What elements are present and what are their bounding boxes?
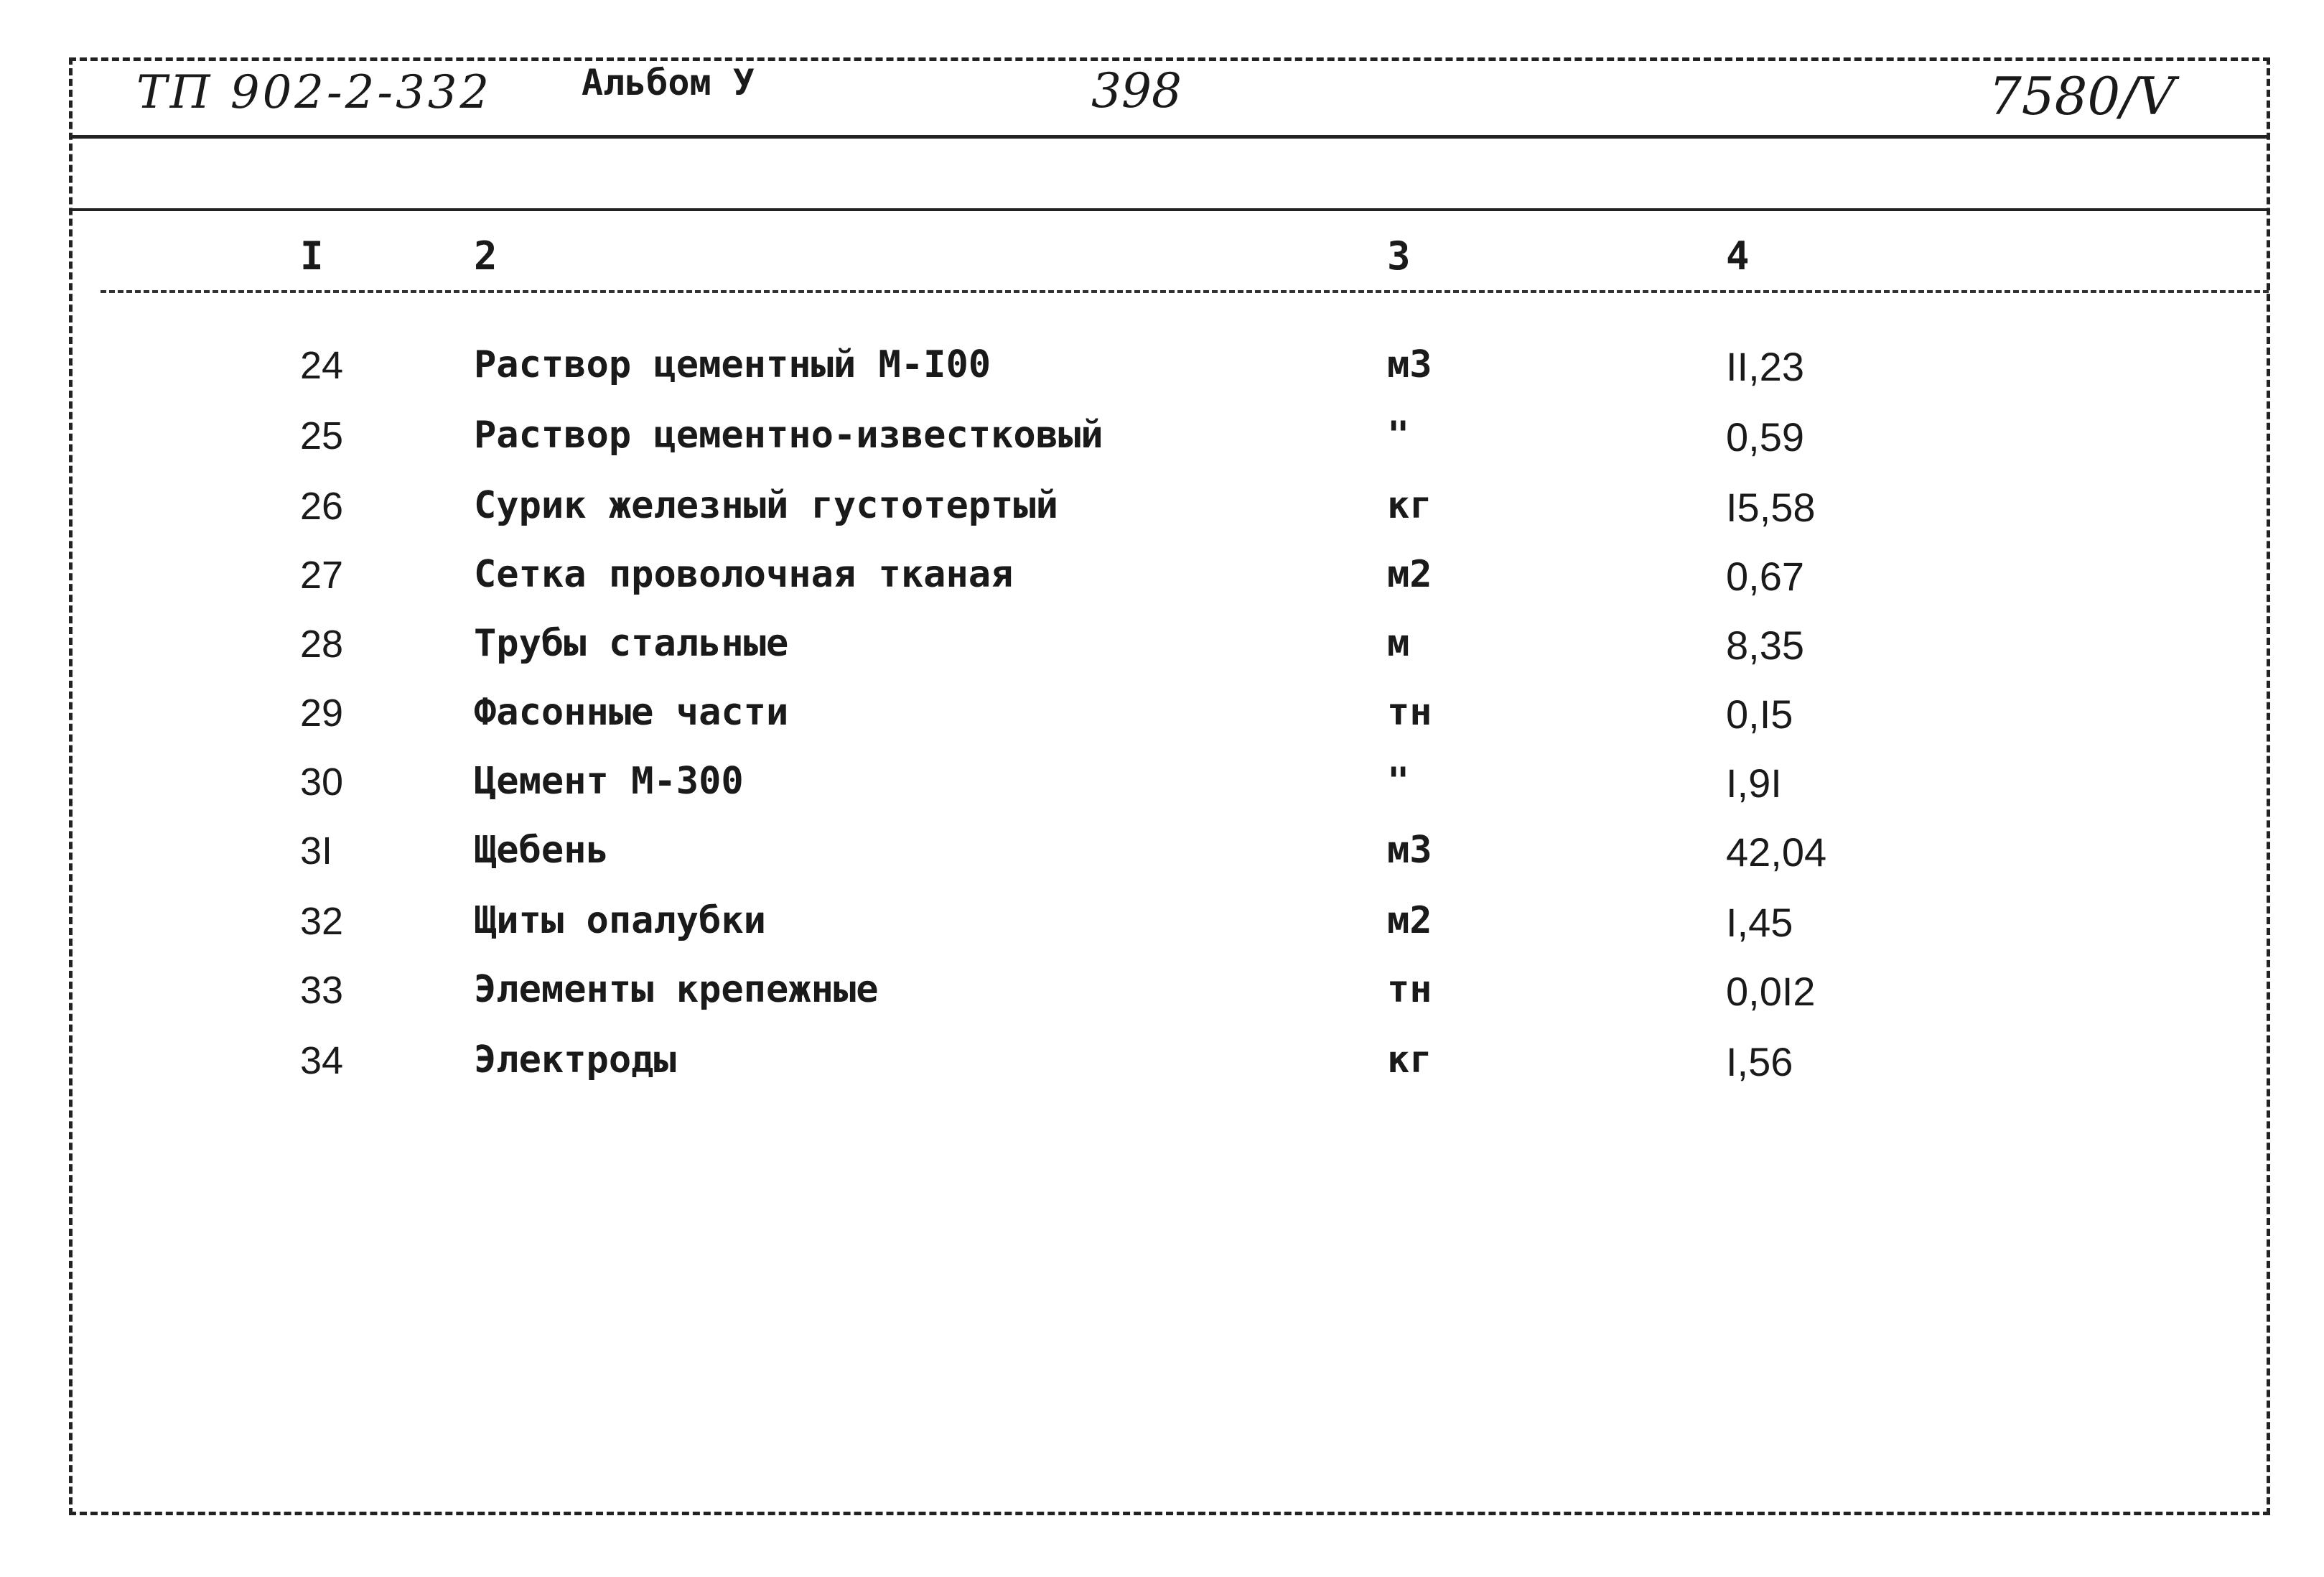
row-number: 33: [300, 969, 344, 1012]
quantity: I,9I: [1726, 760, 1782, 806]
row-number: 24: [300, 344, 344, 387]
quantity: 0,59: [1726, 414, 1804, 460]
table-row: [0, 1038, 2324, 1103]
unit: тн: [1387, 691, 1432, 734]
unit: м2: [1387, 899, 1432, 942]
material-name: Сурик железный густотертый: [474, 484, 1058, 527]
row-number: 26: [300, 485, 344, 528]
column-header-1: I: [300, 233, 324, 279]
material-name: Щиты опалубки: [474, 899, 766, 942]
album-label: Альбом У: [582, 62, 755, 103]
quantity: 0,I5: [1726, 692, 1793, 737]
table-row: [0, 760, 2324, 824]
quantity: 8,35: [1726, 623, 1804, 668]
column-header-divider: [101, 290, 2269, 293]
document-code: ТП 902-2-332: [136, 66, 493, 119]
material-name: Раствор цементный М-I00: [474, 343, 991, 386]
quantity: 0,67: [1726, 554, 1804, 599]
row-number: 27: [300, 554, 344, 597]
column-header-4: 4: [1726, 233, 1750, 279]
row-number: 30: [300, 760, 344, 804]
table-top-divider: [69, 208, 2270, 211]
material-name: Щебень: [474, 829, 609, 872]
table-row: [0, 553, 2324, 618]
material-name: Фасонные части: [474, 691, 789, 734]
unit: ": [1387, 760, 1410, 803]
row-number: 28: [300, 623, 344, 666]
quantity: I,45: [1726, 900, 1793, 945]
material-name: Цемент М-300: [474, 760, 744, 803]
material-name: Раствор цементно-известковый: [474, 414, 1103, 457]
quantity: I,56: [1726, 1039, 1793, 1084]
unit: кг: [1387, 1038, 1432, 1081]
unit: тн: [1387, 968, 1432, 1011]
row-number: 25: [300, 414, 344, 457]
quantity: 0,0I2: [1726, 969, 1816, 1014]
unit: м2: [1387, 553, 1432, 596]
unit: м3: [1387, 343, 1432, 386]
table-row: [0, 968, 2324, 1033]
material-name: Трубы стальные: [474, 622, 789, 665]
unit: м: [1387, 622, 1410, 665]
table-row: [0, 414, 2324, 478]
row-number: 29: [300, 692, 344, 735]
table-row: [0, 899, 2324, 964]
quantity: I5,58: [1726, 485, 1816, 530]
table-row: [0, 343, 2324, 408]
table-row: [0, 484, 2324, 549]
table-row: [0, 622, 2324, 687]
sheet-code: 7580/V: [1989, 66, 2175, 126]
page-number: 398: [1091, 63, 1182, 118]
row-number: 32: [300, 900, 344, 943]
unit: ": [1387, 414, 1410, 457]
unit: м3: [1387, 829, 1432, 872]
material-name: Сетка проволочная тканая: [474, 553, 1014, 596]
quantity: 42,04: [1726, 829, 1827, 875]
material-name: Электроды: [474, 1038, 676, 1081]
header-divider: [69, 135, 2270, 139]
table-row: [0, 829, 2324, 893]
row-number: 3I: [300, 829, 333, 873]
column-header-3: 3: [1387, 233, 1411, 279]
table-row: [0, 691, 2324, 755]
row-number: 34: [300, 1039, 344, 1082]
column-header-2: 2: [474, 233, 498, 279]
material-name: Элементы крепежные: [474, 968, 879, 1011]
quantity: II,23: [1726, 344, 1804, 389]
unit: кг: [1387, 484, 1432, 527]
